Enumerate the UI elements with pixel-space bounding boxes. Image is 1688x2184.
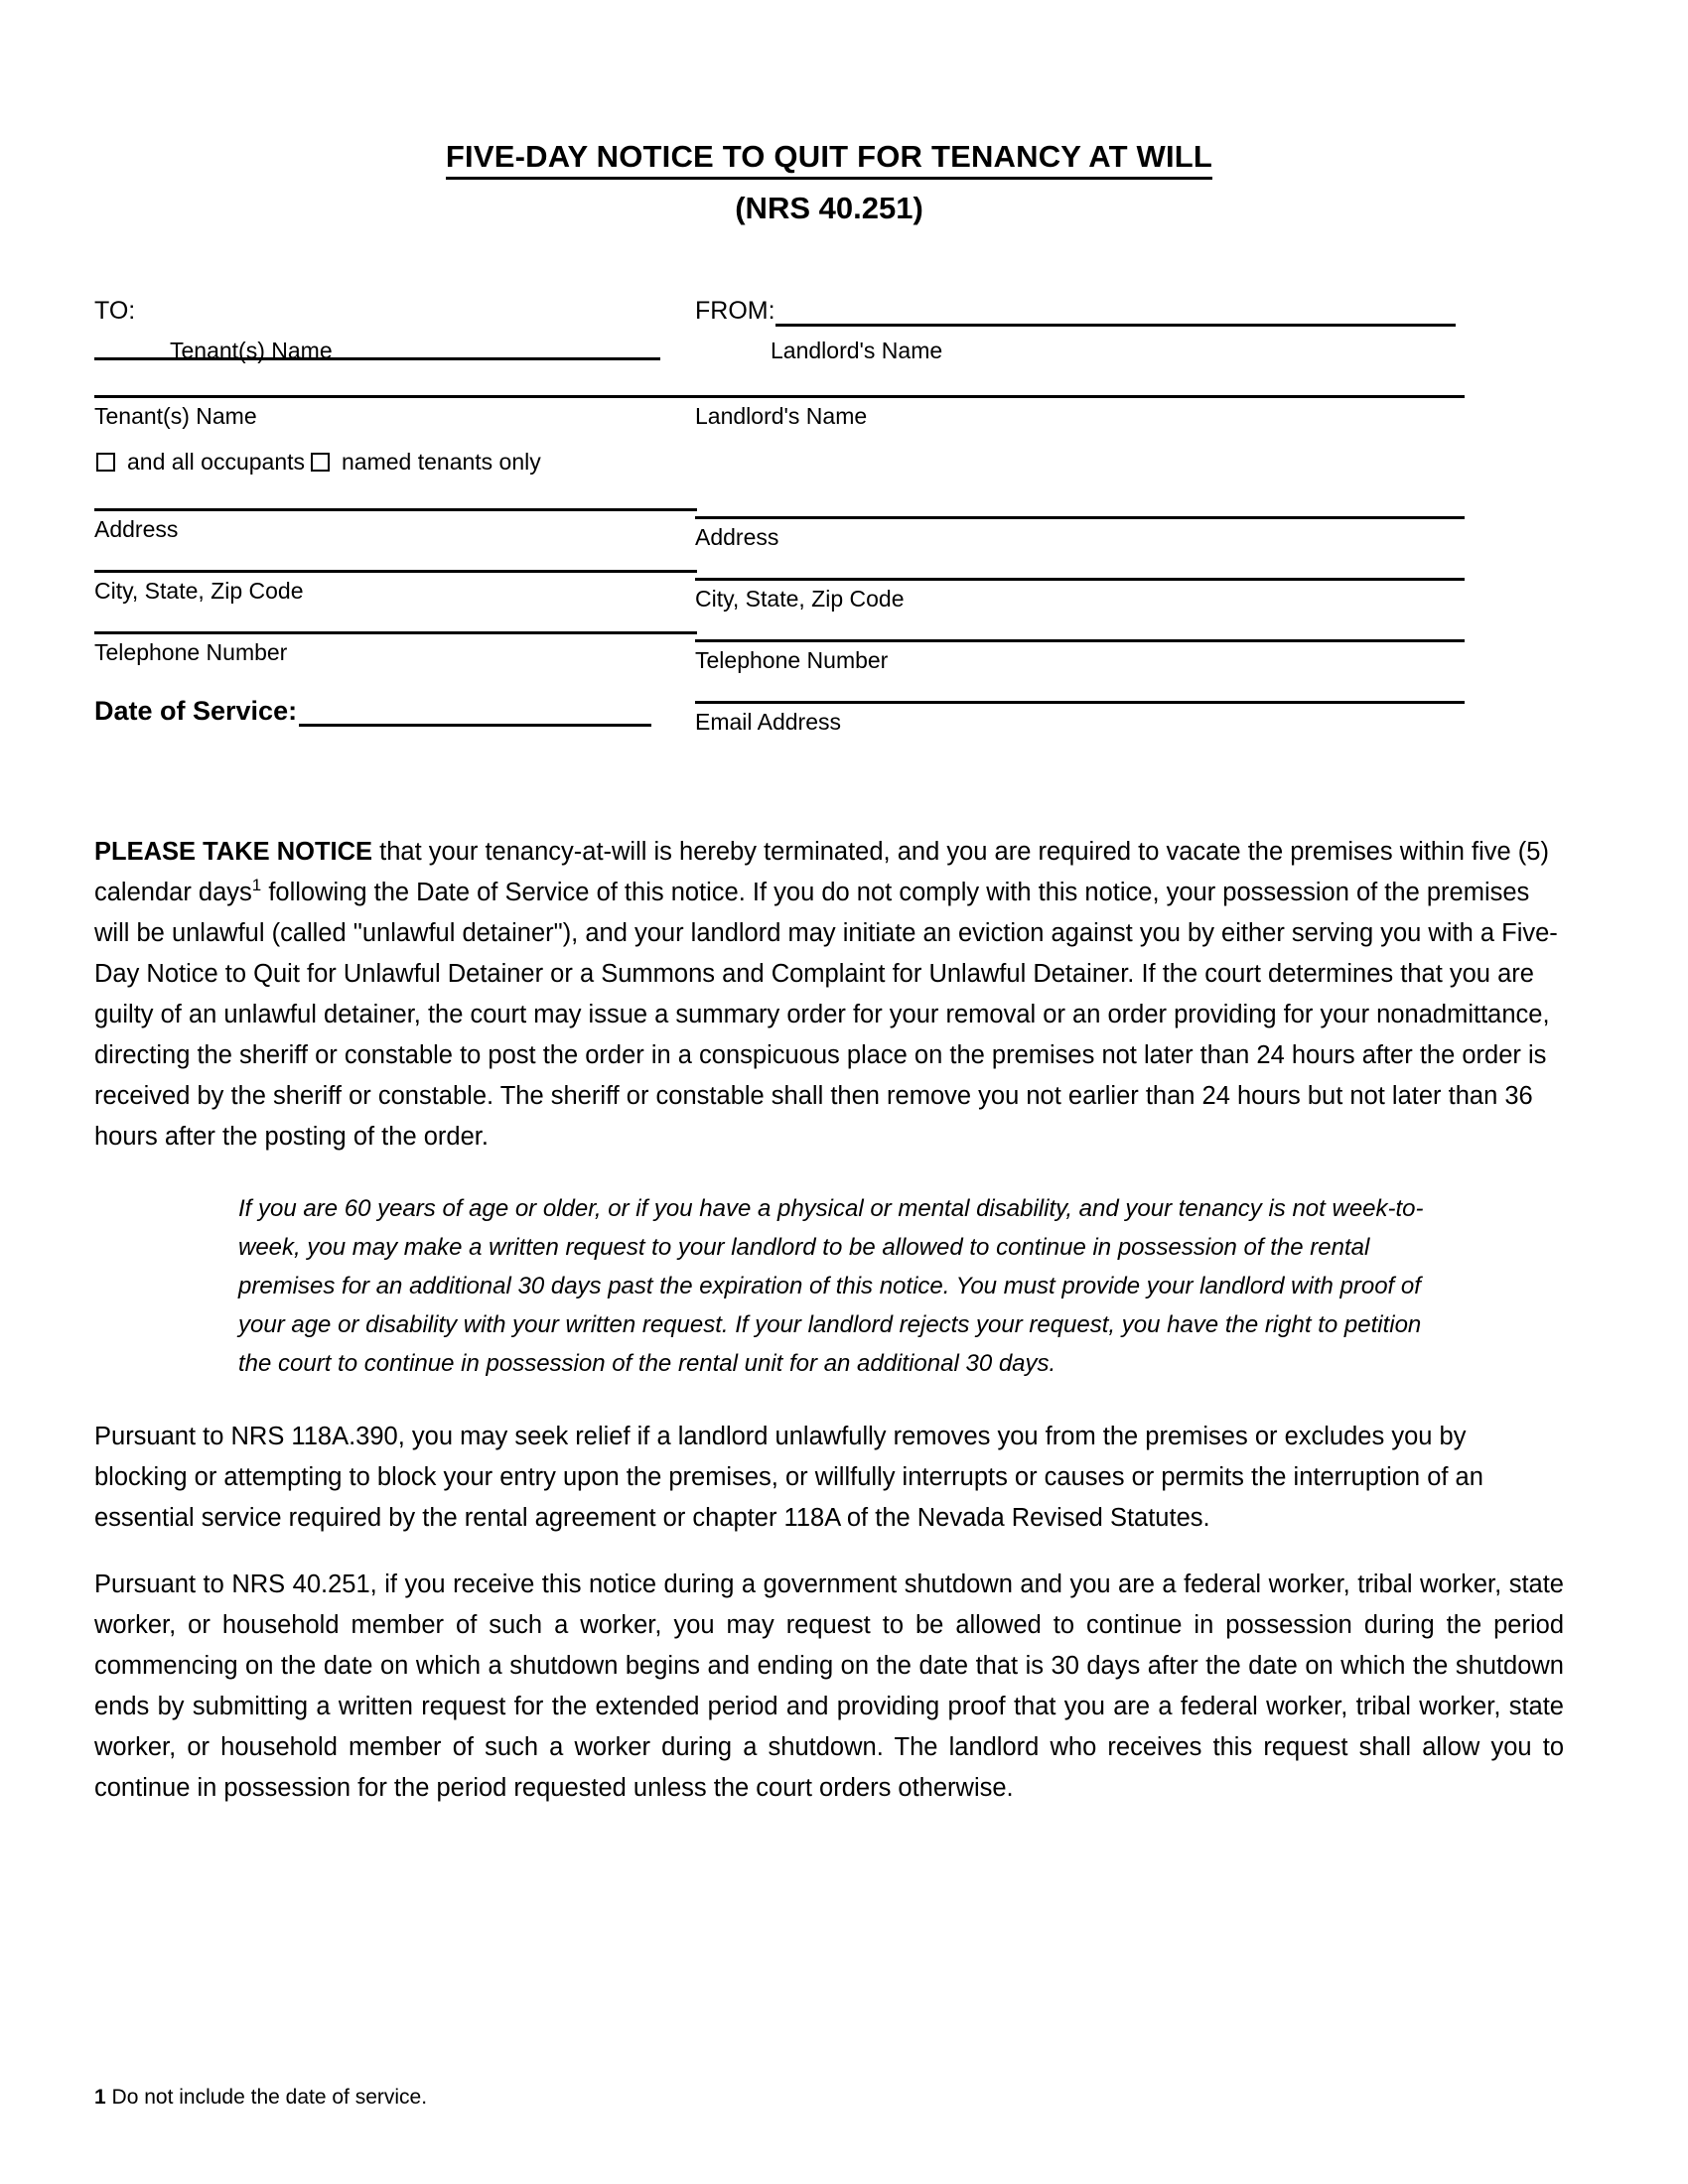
- paragraph-nrs-118a-390: Pursuant to NRS 118A.390, you may seek relief if a landlord unlawfully removes you from the premises or excludes you by blocking or attempting to block your entry upon the premises, or willfully interrupts or causes or permits the interruption of an essential service required by the rental agreement or chapter 118A of the Nevada Revised Statutes.: [94, 1423, 1483, 1532]
- checkbox-icon[interactable]: [311, 453, 330, 472]
- footnote-text: Do not include the date of service.: [111, 2086, 428, 2109]
- from-label: FROM:: [695, 297, 775, 325]
- landlord-name-input-line[interactable]: [775, 294, 1456, 327]
- to-label: TO:: [94, 297, 136, 325]
- italic-age-disability-notice: If you are 60 years of age or older, or if you have a physical or mental disability, and your tenancy is not week-to-week, you may make a written request to your landlord to be allowed to continue in possession of the rental premises for an additional 30 days past the expiration of this notice. You must provide your landlord with proof of your age or disability with your written request. If your landlord rejects your request, you have the right to petition the court to continue in possession of the rental unit for an additional 30 days.: [238, 1195, 1424, 1377]
- landlord-name-caption: Landlord's Name: [771, 338, 943, 363]
- tenant-name-field: [94, 395, 697, 431]
- tenant-address-field: [94, 508, 697, 544]
- tenant-address-field-label: Address: [94, 516, 179, 542]
- checkbox-and-all-occupants[interactable]: [96, 449, 305, 475]
- notice-text-part-1: that your tenancy-at-will is hereby terminated, and you are required to vacate the premises within five (5) calendar days: [94, 838, 1549, 906]
- footnote: [94, 2084, 427, 2112]
- tenant-occupant-checkboxes: [94, 449, 697, 492]
- tenant-city-state-zip-field-label: City, State, Zip Code: [94, 578, 304, 604]
- date-of-service-input-line[interactable]: [299, 696, 651, 727]
- landlord-column: [695, 294, 1465, 737]
- landlord-address-field-label: Address: [695, 524, 779, 550]
- document-body: [94, 832, 1564, 1835]
- checkbox-and-all-occupants-label: and all occupants: [127, 449, 306, 475]
- landlord-name-field: [695, 395, 1465, 431]
- page-subtitle: (NRS 40.251): [735, 190, 923, 225]
- indented-italic-block: [94, 1189, 1564, 1383]
- page-title: FIVE-DAY NOTICE TO QUIT FOR TENANCY AT WILL: [446, 139, 1212, 180]
- landlord-city-state-zip-field-label: City, State, Zip Code: [695, 586, 905, 612]
- landlord-telephone-field: [695, 639, 1465, 675]
- landlord-from-row: [695, 294, 1465, 336]
- tenant-name-field-label: Tenant(s) Name: [94, 403, 257, 429]
- paragraph-please-take-notice: [94, 832, 1564, 1158]
- tenant-telephone-field-label: Telephone Number: [94, 639, 288, 665]
- landlord-telephone-field-label: Telephone Number: [695, 647, 889, 673]
- landlord-name-field-label: Landlord's Name: [695, 403, 868, 429]
- checkbox-named-tenants-only-label: named tenants only: [342, 449, 541, 475]
- paragraph-nrs-40-251-shutdown: Pursuant to NRS 40.251, if you receive this notice during a government shutdown and you are a federal worker, tribal worker, state worker, or household member of such a worker, you may request to be allowed to continue in possession during the period commencing on the date on which a shutdown begins and ending on the date that is 30 days after the date on which the shutdown ends by submitting a written request for the extended period and providing proof that you are a federal worker, tribal worker, state worker, or household member of such a worker during a shutdown. The landlord who receives this request shall allow you to continue in possession for the period requested unless the court orders otherwise.: [94, 1570, 1564, 1802]
- landlord-email-field: [695, 701, 1465, 737]
- tenant-telephone-field: [94, 631, 697, 667]
- tenant-column: [94, 294, 697, 667]
- please-take-notice-bold: PLEASE TAKE NOTICE: [94, 838, 373, 866]
- date-of-service-row: [94, 695, 651, 727]
- tenant-name-caption: Tenant(s) Name: [170, 338, 333, 363]
- form-area: [0, 294, 1688, 735]
- notice-text-part-2: following the Date of Service of this notice. If you do not comply with this notice, your possession of the premises will be unlawful (called "unlawful detainer"), and your landlord may initiate an eviction against you by either serving you with a Five-Day Notice to Quit for Unlawful Detainer or a Summons and Complaint for Unlawful Detainer. If the court determines that you are guilty of an unlawful detainer, the court may issue a summary order for your removal or an order providing for your nonadmittance, directing the sheriff or constable to post the order in a conspicuous place on the premises not later than 24 hours after the order is received by the sheriff or constable. The sheriff or constable shall then remove you not earlier than 24 hours but not later than 36 hours after the posting of the order.: [94, 879, 1558, 1151]
- tenant-name-input-line[interactable]: [94, 328, 660, 360]
- tenant-city-state-zip-field: [94, 570, 697, 606]
- landlord-address-field: [695, 516, 1465, 552]
- tenant-to-row: [94, 294, 697, 336]
- checkbox-named-tenants-only[interactable]: [311, 449, 541, 475]
- landlord-city-state-zip-field: [695, 578, 1465, 614]
- date-of-service-label: Date of Service:: [94, 696, 298, 726]
- footnote-number: 1: [94, 2086, 106, 2109]
- document-title-block: [94, 139, 1564, 228]
- landlord-email-field-label: Email Address: [695, 709, 842, 735]
- checkbox-icon[interactable]: [96, 453, 115, 472]
- footnote-marker: 1: [251, 876, 262, 894]
